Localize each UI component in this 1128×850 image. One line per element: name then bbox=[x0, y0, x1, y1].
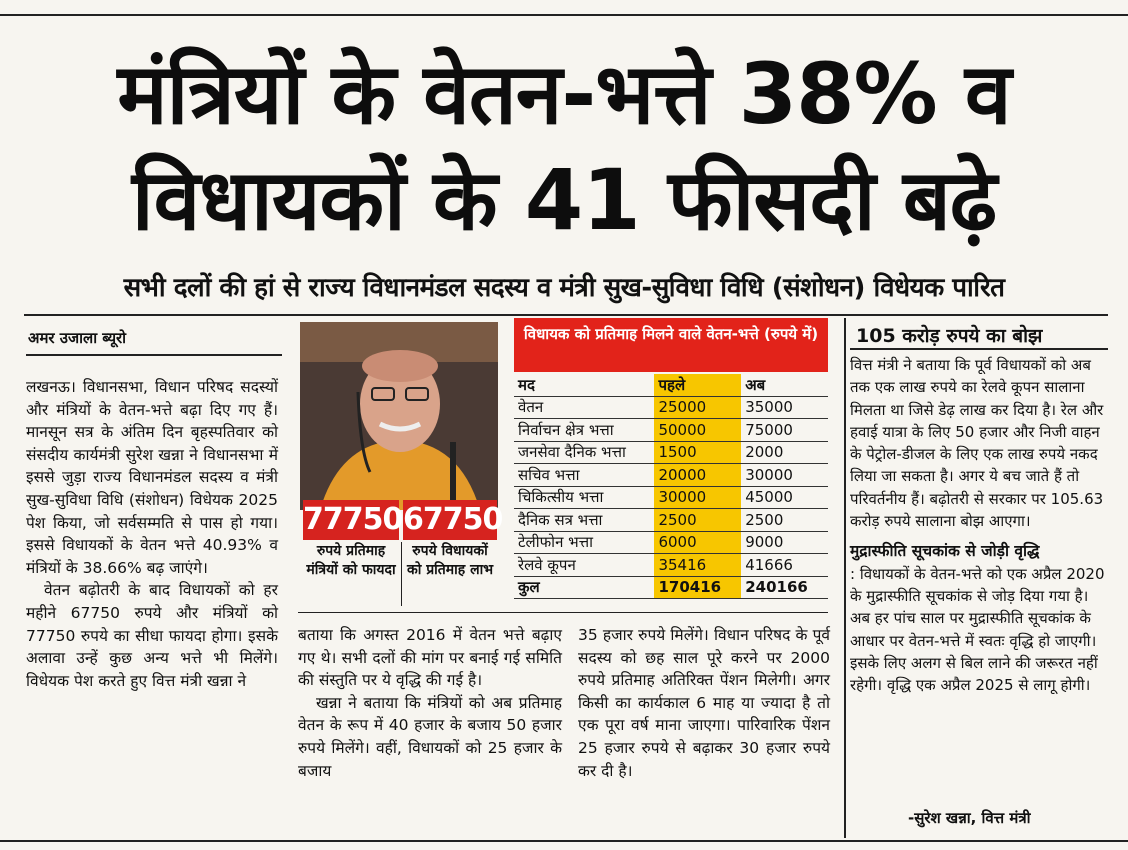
caption-divider bbox=[401, 542, 402, 606]
table-cell: मद bbox=[514, 374, 654, 396]
table-cell: 75000 bbox=[741, 419, 828, 442]
table-cell: 2000 bbox=[741, 441, 828, 464]
headline-line-1: मंत्रियों के वेतन-भत्ते 38% व bbox=[117, 45, 1011, 143]
table-cell: 9000 bbox=[741, 531, 828, 554]
section-rule bbox=[24, 314, 1108, 316]
table-cell: जनसेवा दैनिक भत्ता bbox=[514, 441, 654, 464]
table-header-row bbox=[514, 576, 828, 599]
mla-benefit-badge: 67750 bbox=[403, 500, 497, 540]
table-row bbox=[514, 396, 828, 419]
paragraph: लखनऊ। विधानसभा, विधान परिषद सदस्यों और मंत्रियों के वेतन-भत्ते बढ़ा दिए गए हैं। मानसून सत्र के अंतिम दिन बृहस्पतिवार को संसदीय कार्यमंत्री सुरेश खन्ना ने विधानसभा में इससे जुड़ा राज्य विधानमंडल सदस्य व मंत्री सुख-सुविधा विधि (संशोधन) विधेयक 2025 पेश किया, जो सर्वसम्मति से पास हो गया। इससे विधायकों के वेतन भत्ते 40.93% व मंत्रियों के 38.66% बढ़ जाएंगे। bbox=[26, 378, 278, 577]
table-cell: वेतन bbox=[514, 396, 654, 419]
table-cell: 35416 bbox=[654, 554, 741, 577]
salary-table bbox=[514, 374, 828, 599]
table-row bbox=[514, 486, 828, 509]
table-cell: 35000 bbox=[741, 396, 828, 419]
paragraph: वित्त मंत्री ने बताया कि पूर्व विधायकों को अब तक एक लाख रुपये का रेलवे कूपन सालाना मिलता था जिसे डेढ़ लाख कर दिया है। रेल और हवाई यात्रा के लिए 50 हजार और निजी वाहन के पेट्रोल-डीजल के लिए एक लाख रुपये नकद लिया जा सकता है। अगर ये बच जाते हैं तो परिवर्तनीय हैं। बढ़ोतरी से सरकार पर 105.63 करोड़ रुपये सालाना बोझ आएगा। bbox=[850, 356, 1104, 531]
article-column-3 bbox=[578, 624, 830, 782]
table-cell: 30000 bbox=[741, 464, 828, 487]
paragraph: वेतन बढ़ोतरी के बाद विधायकों को हर महीने 67750 रुपये और मंत्रियों को 77750 रुपये का सीधा फायदा होगा। इसके अलावा उन्हें कुछ अन्य भत्ते भी मिलेंगे। विधेयक पेश करते हुए वित्त मंत्री खन्ना ने bbox=[26, 581, 278, 690]
table-header-row bbox=[514, 374, 828, 396]
table-cell: 20000 bbox=[654, 464, 741, 487]
paragraph: : विधायकों के वेतन-भत्ते को एक अप्रैल 2020 के मुद्रास्फीति सूचकांक से जोड़ दिया गया है। अब हर पांच साल पर मुद्रास्फीति सूचकांक के आधार पर वेतन-भत्ते में स्वतः वृद्धि हो जाएगी। इसके लिए अलग से बिल लाने की जरूरत नहीं रहेगी। वृद्धि एक अप्रैल 2025 से लागू होगी। bbox=[850, 564, 1105, 695]
bottom-rule bbox=[0, 840, 1128, 842]
headline-line-2: विधायकों के 41 फीसदी बढ़े bbox=[131, 151, 997, 249]
table-cell: 50000 bbox=[654, 419, 741, 442]
table-row bbox=[514, 554, 828, 577]
table-cell: टेलीफोन भत्ता bbox=[514, 531, 654, 554]
table-cell: 30000 bbox=[654, 486, 741, 509]
right-column-title: 105 करोड़ रुपये का बोझ bbox=[856, 325, 1043, 347]
ministers-benefit-caption: रुपये प्रतिमाह मंत्रियों को फायदा bbox=[306, 543, 396, 578]
byline-rule bbox=[26, 354, 282, 356]
table-cell: रेलवे कूपन bbox=[514, 554, 654, 577]
salary-table-title: विधायक को प्रतिमाह मिलने वाले वेतन-भत्ते (रुपये में) bbox=[514, 318, 828, 372]
table-cell: कुल bbox=[514, 576, 654, 599]
quote-signature: -सुरेश खन्ना, वित्त मंत्री bbox=[908, 809, 1031, 827]
right-title-rule bbox=[850, 348, 1108, 350]
top-rule bbox=[0, 14, 1128, 16]
table-cell: निर्वाचन क्षेत्र भत्ता bbox=[514, 419, 654, 442]
subheadline: सभी दलों की हां से राज्य विधानमंडल सदस्य व मंत्री सुख-सुविधा विधि (संशोधन) विधेयक पारित bbox=[123, 273, 1005, 303]
table-cell: 41666 bbox=[741, 554, 828, 577]
table-cell: 2500 bbox=[741, 509, 828, 532]
table-cell: 1500 bbox=[654, 441, 741, 464]
right-column-subheading: मुद्रास्फीति सूचकांक से जोड़ी वृद्धि bbox=[850, 542, 1040, 561]
person-photo-icon bbox=[300, 322, 498, 510]
table-row bbox=[514, 509, 828, 532]
table-cell: सचिव भत्ता bbox=[514, 464, 654, 487]
table-cell: 2500 bbox=[654, 509, 741, 532]
article-column-2 bbox=[298, 624, 562, 782]
paragraph: खन्ना ने बताया कि मंत्रियों को अब प्रतिमाह वेतन के रूप में 40 हजार के बजाय 50 हजार रुपये मिलेंगे। वहीं, विधायकों को 25 हजार के बजाय bbox=[298, 693, 562, 780]
ministers-benefit-badge: 77750 bbox=[303, 500, 399, 540]
table-row bbox=[514, 441, 828, 464]
byline: अमर उजाला ब्यूरो bbox=[28, 329, 127, 347]
table-cell: 6000 bbox=[654, 531, 741, 554]
table-cell: 240166 bbox=[741, 576, 828, 599]
table-cell: दैनिक सत्र भत्ता bbox=[514, 509, 654, 532]
right-column bbox=[850, 354, 1106, 696]
table-cell: 25000 bbox=[654, 396, 741, 419]
table-row bbox=[514, 419, 828, 442]
table-cell: 45000 bbox=[741, 486, 828, 509]
table-cell: अब bbox=[741, 374, 828, 396]
paragraph: 35 हजार रुपये मिलेंगे। विधान परिषद के पूर्व सदस्य को छह साल पूरे करने पर 2000 रुपये प्रतिमाह अतिरिक्त पेंशन मिलेगी। अगर किसी का कार्यकाल 6 माह या ज्यादा है तो एक पूरा वर्ष माना जाएगा। पारिवारिक पेंशन 25 हजार रुपये से बढ़ाकर 30 हजार रुपये कर दी है। bbox=[578, 626, 830, 780]
table-row bbox=[514, 531, 828, 554]
table-row bbox=[514, 464, 828, 487]
table-cell: पहले bbox=[654, 374, 741, 396]
table-cell: 170416 bbox=[654, 576, 741, 599]
mla-benefit-caption: रुपये विधायकों को प्रतिमाह लाभ bbox=[406, 543, 494, 578]
table-cell: चिकित्सीय भत्ता bbox=[514, 486, 654, 509]
minister-photo bbox=[300, 322, 498, 510]
article-column-1 bbox=[26, 376, 278, 692]
paragraph: बताया कि अगस्त 2016 में वेतन भत्ते बढ़ाए गए थे। सभी दलों की मांग पर बनाई गई समिति की संस्तुति पर ये वृद्धि की गई है। bbox=[298, 626, 562, 690]
right-column-divider bbox=[844, 318, 846, 838]
table-bottom-rule bbox=[298, 612, 828, 613]
